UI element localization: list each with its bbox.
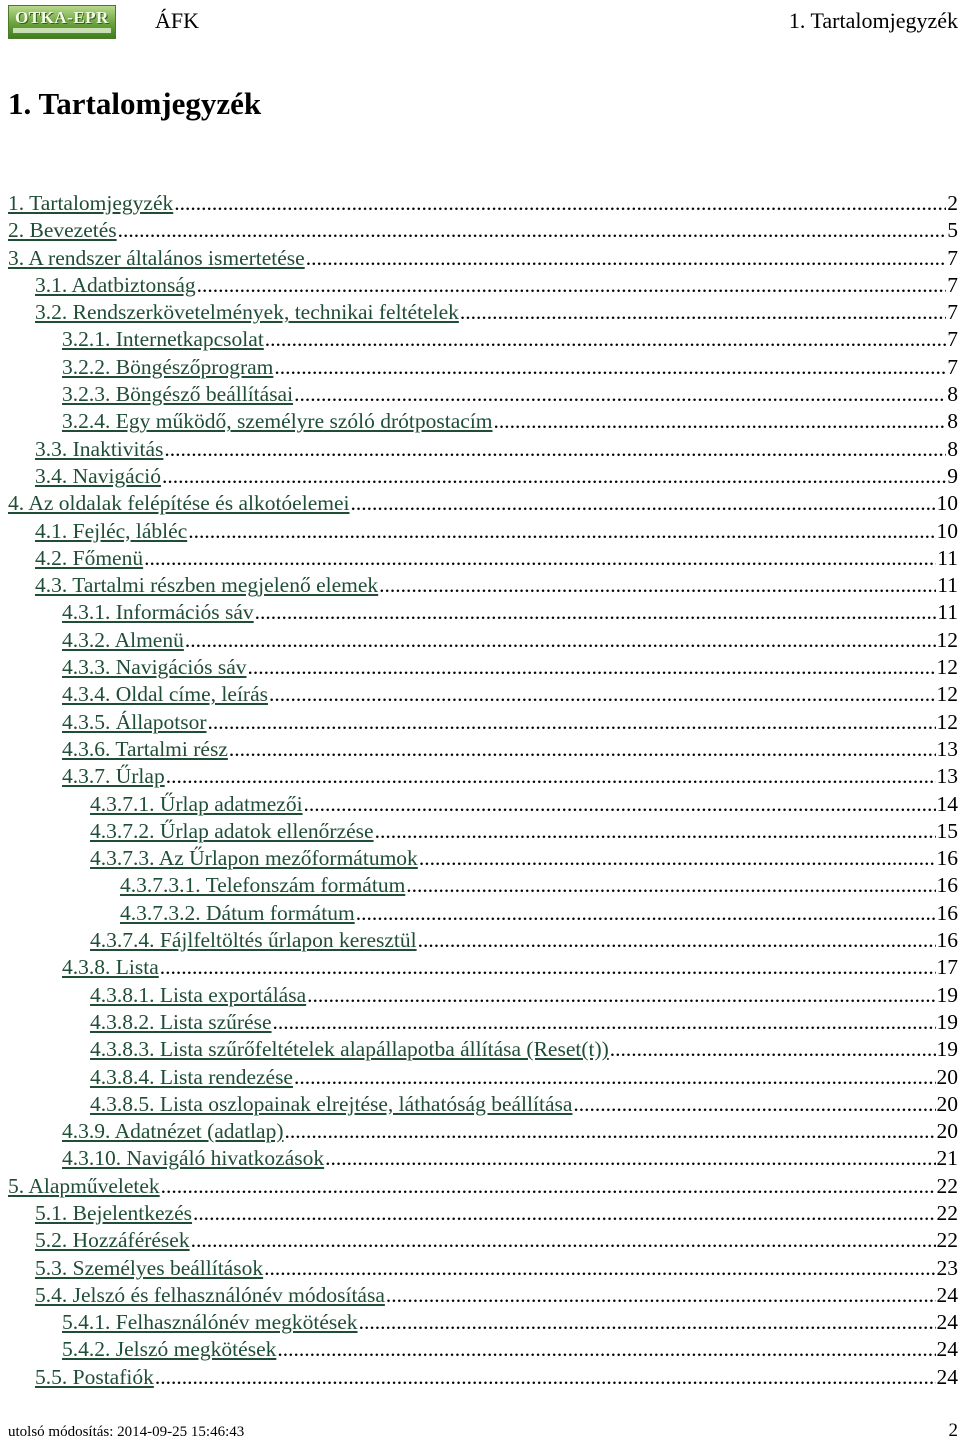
toc-dot-leader	[255, 599, 937, 626]
toc-page-number: 24	[936, 1282, 958, 1307]
toc-dot-leader	[325, 1145, 935, 1172]
toc-entry-link[interactable]: 4. Az oldalak felépítése és alkotóelemei	[8, 491, 350, 516]
toc-entry-link[interactable]: 5.4. Jelszó és felhasználónév módosítása	[35, 1282, 385, 1307]
toc-row	[0, 1255, 960, 1282]
toc-row	[0, 763, 960, 790]
toc-page-number: 7	[947, 300, 958, 325]
toc-dot-leader	[155, 1364, 936, 1391]
toc-row	[0, 1091, 960, 1118]
toc-dot-leader	[460, 299, 946, 326]
toc-dot-leader	[494, 408, 947, 435]
toc-row	[0, 408, 960, 435]
toc-dot-leader	[144, 545, 936, 572]
toc-row	[0, 1364, 960, 1391]
toc-entry-link[interactable]: 4.3.1. Információs sáv	[62, 600, 254, 625]
toc-page-number: 7	[947, 245, 958, 270]
page-header	[0, 0, 960, 44]
toc-entry-link[interactable]: 2. Bevezetés	[8, 218, 117, 243]
toc-row	[0, 272, 960, 299]
toc-dot-leader	[573, 1091, 935, 1118]
toc-entry-link[interactable]: 4.3.8.2. Lista szűrése	[90, 1009, 272, 1034]
toc-row	[0, 1064, 960, 1091]
toc-entry-link[interactable]: 4.3.5. Állapotsor	[62, 709, 207, 734]
toc-page-number: 9	[947, 463, 958, 488]
toc-page-number: 21	[936, 1146, 958, 1171]
toc-row	[0, 845, 960, 872]
toc-page-number: 20	[936, 1119, 958, 1144]
toc-row	[0, 1309, 960, 1336]
toc-page-number: 11	[937, 600, 958, 625]
toc-dot-leader	[229, 736, 936, 763]
toc-page-number: 7	[947, 354, 958, 379]
toc-page-number: 23	[936, 1255, 958, 1280]
toc-entry-link[interactable]: 4.3.10. Navigáló hivatkozások	[62, 1146, 325, 1171]
toc-page-number: 7	[947, 272, 958, 297]
toc-page-number: 24	[936, 1364, 958, 1389]
toc-page-number: 8	[947, 409, 958, 434]
toc-page-number: 5	[947, 218, 958, 243]
toc-dot-leader	[294, 381, 946, 408]
toc-entry-link[interactable]: 4.2. Főmenü	[35, 545, 144, 570]
toc-row	[0, 954, 960, 981]
toc-entry-link[interactable]: 4.3.7. Űrlap	[62, 764, 165, 789]
toc-dot-leader	[160, 954, 936, 981]
toc-entry-link[interactable]: 3.2.2. Böngészőprogram	[62, 354, 274, 379]
toc-page-number: 17	[936, 955, 958, 980]
toc-page-number: 16	[936, 846, 958, 871]
toc-dot-leader	[188, 518, 935, 545]
logo-text: OTKA-EPR	[15, 8, 109, 27]
toc-dot-leader	[264, 1255, 935, 1282]
toc-page-number: 12	[936, 627, 958, 652]
toc-page-number: 10	[936, 518, 958, 543]
toc-row	[0, 627, 960, 654]
toc-row	[0, 1036, 960, 1063]
toc-page-number: 19	[936, 1037, 958, 1062]
toc-dot-leader	[273, 1009, 936, 1036]
toc-dot-leader	[248, 654, 936, 681]
toc-entry-link[interactable]: 4.3.2. Almenü	[62, 627, 184, 652]
page-title: 1. Tartalomjegyzék	[8, 86, 262, 121]
toc-row	[0, 900, 960, 927]
header-left-text: ÁFK	[155, 8, 200, 33]
toc-entry-link[interactable]: 3.2. Rendszerkövetelmények, technikai feltételek	[35, 300, 459, 325]
toc-page-number: 13	[936, 764, 958, 789]
toc-row	[0, 1009, 960, 1036]
toc-row	[0, 490, 960, 517]
toc-row	[0, 545, 960, 572]
toc-entry-link[interactable]: 4.3. Tartalmi részben megjelenő elemek	[35, 573, 379, 598]
header-right-text: 1. Tartalomjegyzék	[788, 8, 958, 33]
toc-row	[0, 326, 960, 353]
toc-entry-link[interactable]: 4.1. Fejléc, lábléc	[35, 518, 188, 543]
toc-page-number: 2	[947, 191, 958, 215]
toc-row	[0, 463, 960, 490]
toc-row	[0, 354, 960, 381]
toc-dot-leader	[610, 1036, 936, 1063]
toc-entry-link[interactable]: 4.3.4. Oldal címe, leírás	[62, 682, 268, 707]
toc-row	[0, 1118, 960, 1145]
toc-page-number: 22	[936, 1200, 958, 1225]
toc-page-number: 16	[936, 928, 958, 953]
toc-dot-leader	[359, 1309, 936, 1336]
toc-entry-link[interactable]: 3.2.1. Internetkapcsolat	[62, 327, 264, 352]
toc-page-number: 22	[936, 1173, 958, 1198]
toc-dot-leader	[197, 272, 947, 299]
logo-bar	[13, 28, 111, 33]
toc-dot-leader	[265, 326, 946, 353]
toc-entry-link[interactable]: 4.3.7.4. Fájlfeltöltés űrlapon keresztül	[90, 928, 417, 953]
toc-dot-leader	[379, 572, 936, 599]
toc-entry-link[interactable]: 3.2.4. Egy működő, személyre szóló drótpostacím	[62, 409, 493, 434]
toc-page-number: 24	[936, 1310, 958, 1335]
toc-dot-leader	[185, 627, 936, 654]
last-modified: utolsó módosítás: 2014-09-25 15:46:43	[8, 1424, 245, 1440]
toc-page-number: 19	[936, 1009, 958, 1034]
otka-epr-logo	[8, 5, 116, 39]
toc-page-number: 19	[936, 982, 958, 1007]
toc-entry-link[interactable]: 4.3.7.3.1. Telefonszám formátum	[120, 873, 406, 898]
toc-row	[0, 599, 960, 626]
toc-page-number: 16	[936, 900, 958, 925]
toc-row	[0, 654, 960, 681]
table-of-contents	[0, 190, 960, 1391]
toc-entry-link[interactable]: 5.2. Hozzáférések	[35, 1228, 190, 1253]
toc-entry-link[interactable]: 4.3.8. Lista	[62, 955, 159, 980]
toc-entry-link[interactable]: 4.3.7.3. Az Űrlapon mezőformátumok	[90, 846, 418, 871]
toc-dot-leader	[356, 900, 936, 927]
toc-page-number: 20	[936, 1064, 958, 1089]
toc-entry-link[interactable]: 4.3.8.3. Lista szűrőfeltételek alapállapotba állítása (Reset(t))	[90, 1037, 609, 1062]
toc-row	[0, 1173, 960, 1200]
toc-entry-link[interactable]: 3.1. Adatbiztonság	[35, 272, 196, 297]
toc-dot-leader	[306, 245, 947, 272]
toc-row	[0, 982, 960, 1009]
toc-page-number: 20	[936, 1091, 958, 1116]
toc-page-number: 10	[936, 491, 958, 516]
toc-entry-link[interactable]: 5.5. Postafiók	[35, 1364, 154, 1389]
toc-dot-leader	[118, 217, 947, 244]
toc-row	[0, 217, 960, 244]
toc-entry-link[interactable]: 4.3.8.1. Lista exportálása	[90, 982, 307, 1007]
toc-entry-link[interactable]: 4.3.9. Adatnézet (adatlap)	[62, 1119, 284, 1144]
page-footer	[0, 1416, 960, 1442]
toc-entry-link[interactable]: 5. Alapműveletek	[8, 1173, 160, 1198]
toc-row	[0, 872, 960, 899]
toc-row	[0, 190, 960, 217]
toc-dot-leader	[418, 927, 936, 954]
toc-row	[0, 1282, 960, 1309]
toc-dot-leader	[277, 1336, 935, 1363]
toc-dot-leader	[307, 982, 935, 1009]
toc-page-number: 12	[936, 709, 958, 734]
toc-page-number: 24	[936, 1337, 958, 1362]
toc-dot-leader	[162, 463, 946, 490]
toc-row	[0, 818, 960, 845]
toc-row	[0, 245, 960, 272]
toc-page-number: 13	[936, 736, 958, 761]
toc-page-number: 8	[947, 436, 958, 461]
toc-page-number: 12	[936, 655, 958, 680]
toc-row	[0, 1336, 960, 1363]
toc-dot-leader	[191, 1227, 936, 1254]
toc-row	[0, 436, 960, 463]
toc-page-number: 7	[947, 327, 958, 352]
toc-dot-leader	[284, 1118, 935, 1145]
toc-row	[0, 572, 960, 599]
toc-dot-leader	[419, 845, 936, 872]
toc-dot-leader	[294, 1064, 936, 1091]
toc-dot-leader	[386, 1282, 936, 1309]
toc-entry-link[interactable]: 4.3.8.4. Lista rendezése	[90, 1064, 293, 1089]
toc-entry-link[interactable]: 5.4.1. Felhasználónév megkötések	[62, 1310, 358, 1335]
toc-row	[0, 709, 960, 736]
toc-row	[0, 1227, 960, 1254]
toc-entry-link[interactable]: 3.2.3. Böngésző beállításai	[62, 382, 294, 407]
toc-dot-leader	[174, 190, 946, 217]
page-number: 2	[948, 1420, 958, 1441]
toc-dot-leader	[161, 1173, 936, 1200]
toc-entry-link[interactable]: 3.4. Navigáció	[35, 463, 161, 488]
toc-entry-link[interactable]: 4.3.8.5. Lista oszlopainak elrejtése, láthatóság beállítása	[90, 1091, 573, 1116]
toc-row	[0, 927, 960, 954]
toc-row	[0, 736, 960, 763]
toc-page-number: 11	[937, 545, 958, 570]
toc-dot-leader	[406, 872, 935, 899]
toc-dot-leader	[274, 354, 946, 381]
toc-entry-link[interactable]: 4.3.3. Navigációs sáv	[62, 655, 247, 680]
toc-row	[0, 518, 960, 545]
toc-page-number: 22	[936, 1228, 958, 1253]
toc-dot-leader	[350, 490, 935, 517]
toc-entry-link[interactable]: 4.3.7.2. Űrlap adatok ellenőrzése	[90, 818, 374, 843]
toc-page-number: 15	[936, 818, 958, 843]
toc-dot-leader	[375, 818, 936, 845]
toc-row	[0, 381, 960, 408]
toc-page-number: 8	[947, 382, 958, 407]
toc-dot-leader	[208, 709, 936, 736]
toc-entry-link[interactable]: 3.3. Inaktivitás	[35, 436, 164, 461]
toc-dot-leader	[304, 791, 936, 818]
toc-dot-leader	[164, 436, 946, 463]
toc-page-number: 14	[936, 791, 958, 816]
toc-row	[0, 791, 960, 818]
toc-entry-link[interactable]: 5.3. Személyes beállítások	[35, 1255, 264, 1280]
toc-entry-link[interactable]: 5.4.2. Jelszó megkötések	[62, 1337, 277, 1362]
toc-row	[0, 299, 960, 326]
toc-row	[0, 1145, 960, 1172]
toc-entry-link[interactable]: 4.3.6. Tartalmi rész	[62, 736, 228, 761]
toc-page-number: 12	[936, 682, 958, 707]
toc-entry-link[interactable]: 4.3.7.1. Űrlap adatmezői	[90, 791, 303, 816]
toc-entry-link[interactable]: 4.3.7.3.2. Dátum formátum	[120, 900, 355, 925]
toc-page-number: 11	[937, 573, 958, 598]
toc-row	[0, 681, 960, 708]
toc-page-number: 16	[936, 873, 958, 898]
toc-row	[0, 1200, 960, 1227]
toc-dot-leader	[269, 681, 936, 708]
toc-entry-link[interactable]: 3. A rendszer általános ismertetése	[8, 245, 305, 270]
toc-dot-leader	[193, 1200, 935, 1227]
toc-entry-link[interactable]: 1. Tartalomjegyzék	[8, 191, 174, 215]
toc-dot-leader	[166, 763, 936, 790]
toc-entry-link[interactable]: 5.1. Bejelentkezés	[35, 1200, 193, 1225]
